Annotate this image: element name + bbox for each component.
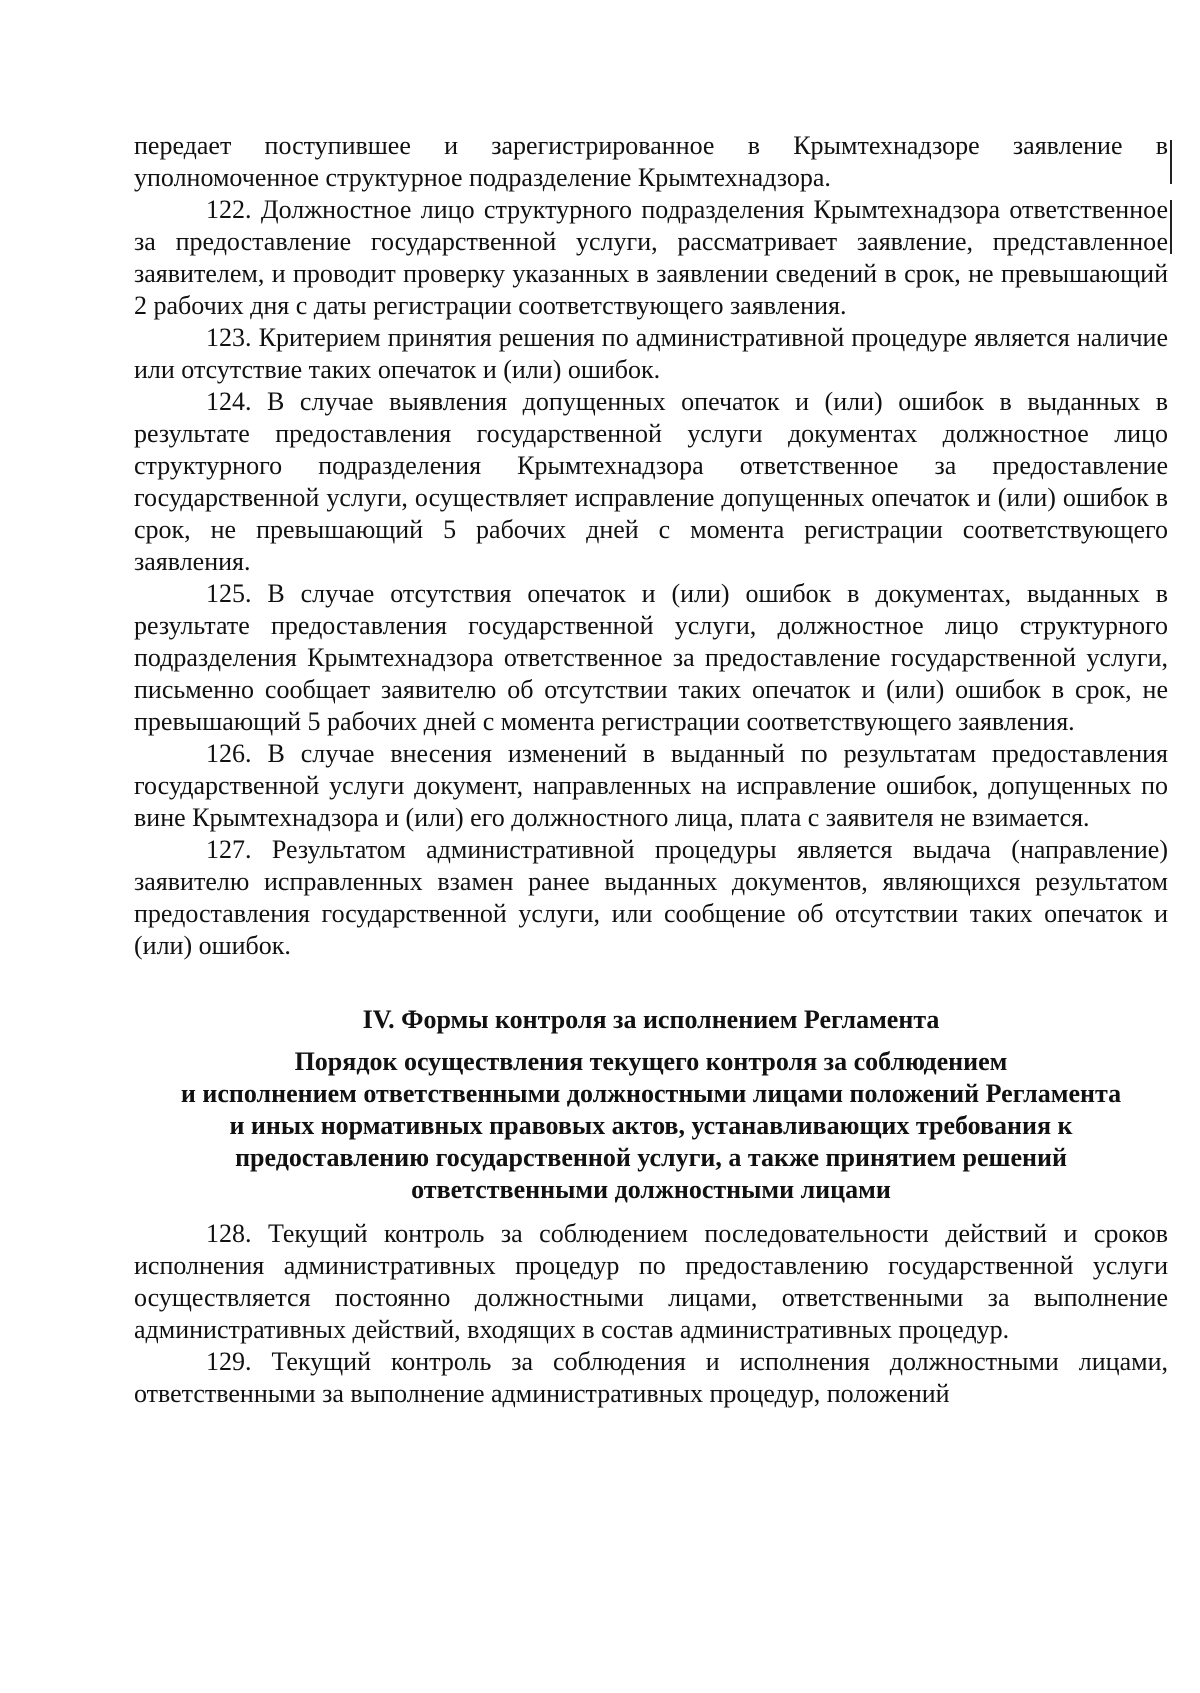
paragraph-124: 124. В случае выявления допущенных опечаток и (или) ошибок в выданных в результате предоставления государственной услуги документах должностное лицо структурного подразделения Крымтехнадзора ответственное за предоставление государственной услуги, осуществляет исправление допущенных опечаток и (или) ошибок в срок, не превышающий 5 рабочих дней с момента регистрации соответствующего заявления. — [134, 387, 1168, 576]
paragraph-continuation: передает поступившее и зарегистрированное в Крымтехнадзоре заявление в уполномоченное структурное подразделение Крымтехнадзора. — [134, 131, 1168, 192]
paragraph-125: 125. В случае отсутствия опечаток и (или) ошибок в документах, выданных в результате предоставления государственной услуги, должностное лицо структурного подразделения Крымтехнадзора ответственное за предоставление государственной услуги, письменно сообщает заявителю об отсутствии таких опечаток и (или) ошибок в срок, не превышающий 5 рабочих дней с момента регистрации соответствующего заявления. — [134, 579, 1168, 736]
paragraph-123: 123. Критерием принятия решения по административной процедуре является наличие или отсутствие таких опечаток и (или) ошибок. — [134, 323, 1168, 384]
subsection-title-line: и иных нормативных правовых актов, устанавливающих требования к — [229, 1111, 1073, 1140]
subsection-title-line: ответственными должностными лицами — [411, 1175, 891, 1204]
subsection-title-line: Порядок осуществления текущего контроля за соблюдением — [294, 1047, 1008, 1076]
subsection-title-line: предоставлению государственной услуги, а также принятием решений — [235, 1143, 1067, 1172]
subsection-title-line: и исполнением ответственными должностными лицами положений Регламента — [180, 1079, 1122, 1108]
subsection-title — [134, 1046, 1168, 1206]
section-title: IV. Формы контроля за исполнением Регламента — [362, 1005, 940, 1034]
document-page — [134, 130, 1168, 1410]
paragraph-127: 127. Результатом административной процедуры является выдача (направление) заявителю исправленных взамен ранее выданных документов, являющихся результатом предоставления государственной услуги, или сообщение об отсутствии таких опечаток и (или) ошибок. — [134, 835, 1168, 960]
paragraph-122: 122. Должностное лицо структурного подразделения Крымтехнадзора ответственное за предоставление государственной услуги, рассматривает заявление, представленное заявителем, и проводит проверку указанных в заявлении сведений в срок, не превышающий 2 рабочих дня с даты регистрации соответствующего заявления. — [134, 195, 1168, 320]
margin-mark-line-1 — [1170, 140, 1172, 184]
paragraph-128: 128. Текущий контроль за соблюдением последовательности действий и сроков исполнения административных процедур по предоставлению государственной услуги осуществляется постоянно должностными лицами, ответственными за выполнение административных действий, входящих в состав административных процедур. — [134, 1219, 1168, 1344]
paragraph-129: 129. Текущий контроль за соблюдения и исполнения должностными лицами, ответственными за выполнение административных процедур, положений — [134, 1347, 1168, 1408]
margin-mark-line-2 — [1170, 200, 1172, 254]
paragraph-126: 126. В случае внесения изменений в выданный по результатам предоставления государственной услуги документ, направленных на исправление ошибок, допущенных по вине Крымтехнадзора и (или) его должностного лица, плата с заявителя не взимается. — [134, 739, 1168, 832]
